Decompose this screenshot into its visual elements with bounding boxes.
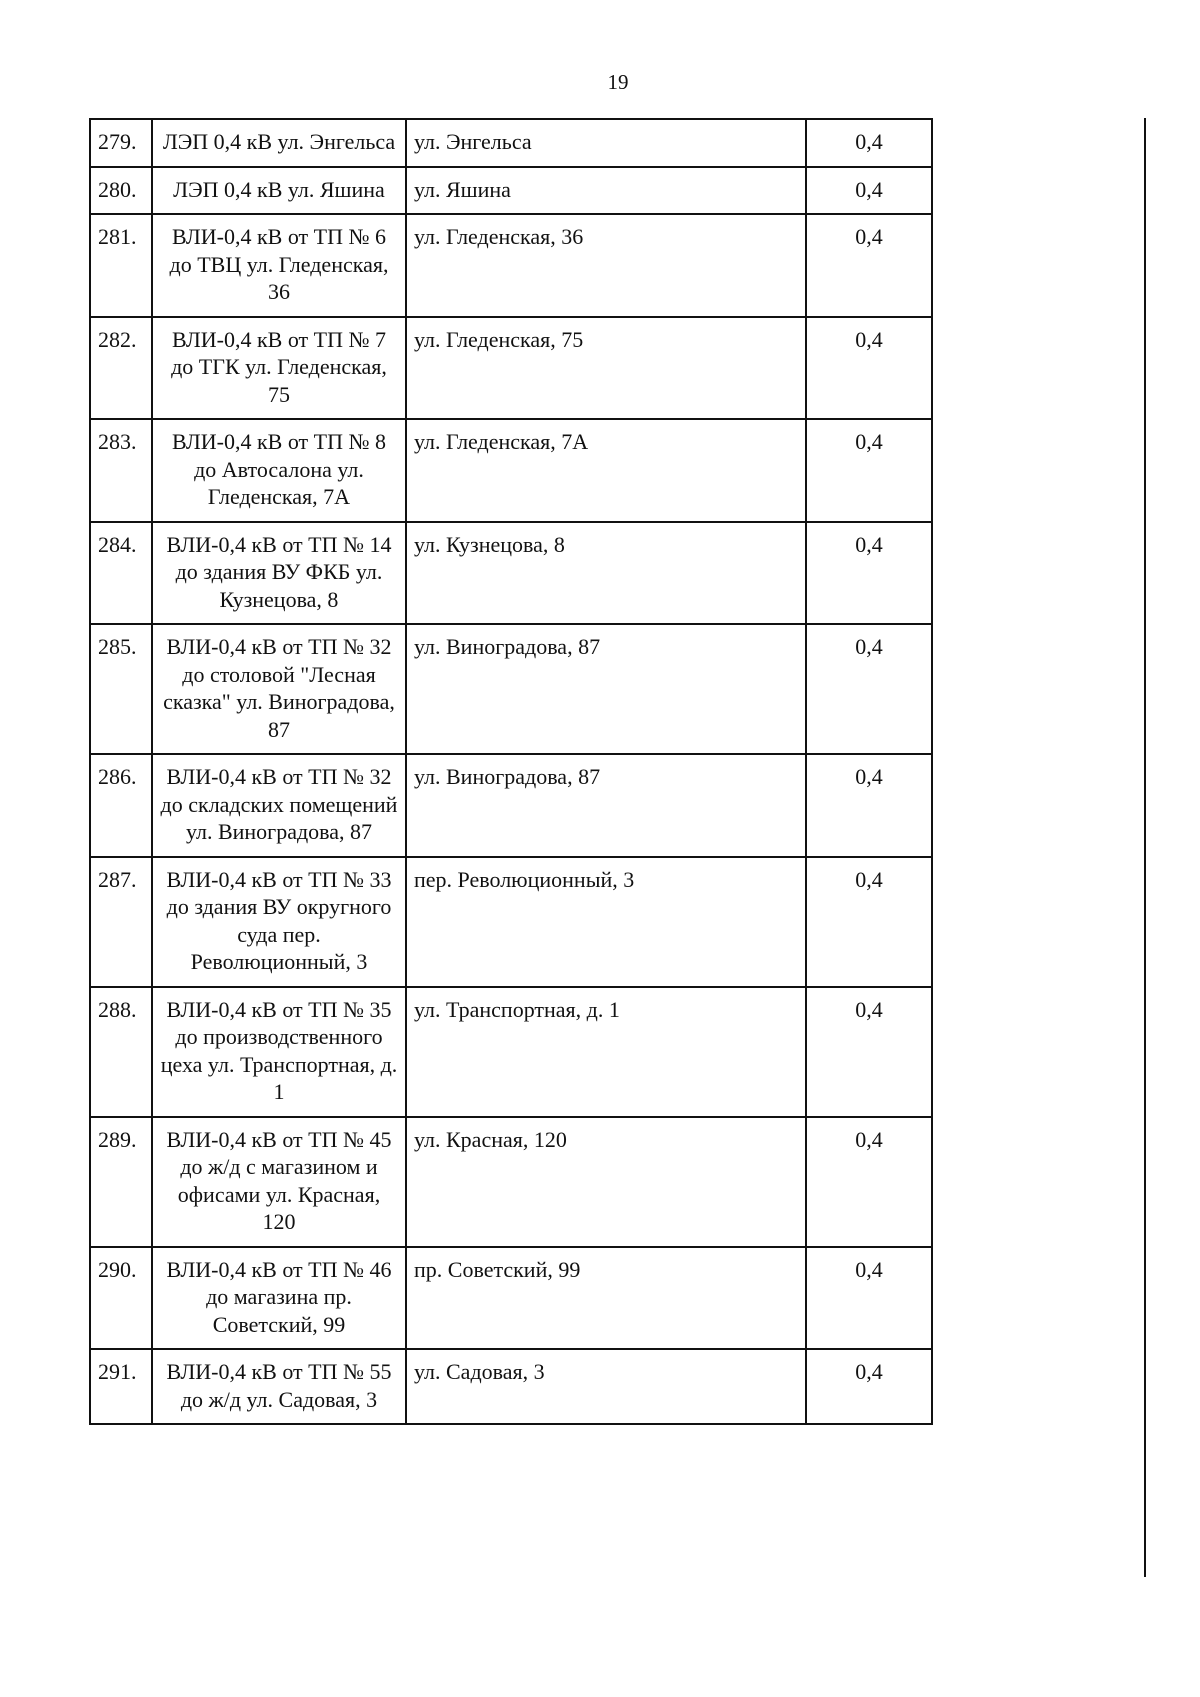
row-number: 289. — [90, 1117, 152, 1247]
voltage-value: 0,4 — [806, 119, 932, 167]
object-address: пр. Советский, 99 — [406, 1247, 806, 1350]
table-row — [90, 119, 932, 167]
row-number: 290. — [90, 1247, 152, 1350]
voltage-value: 0,4 — [806, 1247, 932, 1350]
table-row — [90, 987, 932, 1117]
object-address: ул. Гледенская, 36 — [406, 214, 806, 317]
object-name: ВЛИ-0,4 кВ от ТП № 35 до производственного цеха ул. Транспортная, д. 1 — [152, 987, 406, 1117]
table-row — [90, 1349, 932, 1424]
object-name: ВЛИ-0,4 кВ от ТП № 33 до здания ВУ округного суда пер. Революционный, 3 — [152, 857, 406, 987]
object-name: ВЛИ-0,4 кВ от ТП № 45 до ж/д с магазином и офисами ул. Красная, 120 — [152, 1117, 406, 1247]
table-row — [90, 419, 932, 522]
row-number: 279. — [90, 119, 152, 167]
table-row — [90, 214, 932, 317]
table-row — [90, 624, 932, 754]
voltage-value: 0,4 — [806, 754, 932, 857]
power-lines-table — [89, 118, 933, 1425]
voltage-value: 0,4 — [806, 317, 932, 420]
voltage-value: 0,4 — [806, 167, 932, 215]
object-name: ВЛИ-0,4 кВ от ТП № 7 до ТГК ул. Гледенская, 75 — [152, 317, 406, 420]
page-number: 19 — [607, 70, 629, 94]
object-address: ул. Кузнецова, 8 — [406, 522, 806, 625]
table-row — [90, 317, 932, 420]
row-number: 286. — [90, 754, 152, 857]
row-number: 281. — [90, 214, 152, 317]
row-number: 287. — [90, 857, 152, 987]
object-address: ул. Гледенская, 75 — [406, 317, 806, 420]
object-address: ул. Садовая, 3 — [406, 1349, 806, 1424]
voltage-value: 0,4 — [806, 1349, 932, 1424]
table-row — [90, 857, 932, 987]
voltage-value: 0,4 — [806, 987, 932, 1117]
object-name: ВЛИ-0,4 кВ от ТП № 14 до здания ВУ ФКБ ул. Кузнецова, 8 — [152, 522, 406, 625]
row-number: 282. — [90, 317, 152, 420]
row-number: 288. — [90, 987, 152, 1117]
object-address: ул. Транспортная, д. 1 — [406, 987, 806, 1117]
object-name: ЛЭП 0,4 кВ ул. Энгельса — [152, 119, 406, 167]
object-address: ул. Яшина — [406, 167, 806, 215]
row-number: 280. — [90, 167, 152, 215]
object-name: ВЛИ-0,4 кВ от ТП № 8 до Автосалона ул. Гледенская, 7А — [152, 419, 406, 522]
table-row — [90, 167, 932, 215]
object-address: ул. Красная, 120 — [406, 1117, 806, 1247]
object-address: ул. Виноградова, 87 — [406, 624, 806, 754]
object-address: пер. Революционный, 3 — [406, 857, 806, 987]
object-address: ул. Виноградова, 87 — [406, 754, 806, 857]
row-number: 283. — [90, 419, 152, 522]
object-name: ВЛИ-0,4 кВ от ТП № 46 до магазина пр. Советский, 99 — [152, 1247, 406, 1350]
table-row — [90, 1117, 932, 1247]
object-name: ВЛИ-0,4 кВ от ТП № 32 до складских помещений ул. Виноградова, 87 — [152, 754, 406, 857]
voltage-value: 0,4 — [806, 419, 932, 522]
object-name: ВЛИ-0,4 кВ от ТП № 6 до ТВЦ ул. Гледенская, 36 — [152, 214, 406, 317]
page-margin-rule — [1144, 118, 1146, 1577]
object-address: ул. Гледенская, 7А — [406, 419, 806, 522]
object-address: ул. Энгельса — [406, 119, 806, 167]
object-name: ВЛИ-0,4 кВ от ТП № 55 до ж/д ул. Садовая, 3 — [152, 1349, 406, 1424]
row-number: 284. — [90, 522, 152, 625]
object-name: ВЛИ-0,4 кВ от ТП № 32 до столовой "Лесная сказка" ул. Виноградова, 87 — [152, 624, 406, 754]
object-name: ЛЭП 0,4 кВ ул. Яшина — [152, 167, 406, 215]
table-row — [90, 1247, 932, 1350]
voltage-value: 0,4 — [806, 857, 932, 987]
table-row — [90, 754, 932, 857]
voltage-value: 0,4 — [806, 624, 932, 754]
voltage-value: 0,4 — [806, 1117, 932, 1247]
table-row — [90, 522, 932, 625]
voltage-value: 0,4 — [806, 522, 932, 625]
row-number: 291. — [90, 1349, 152, 1424]
row-number: 285. — [90, 624, 152, 754]
voltage-value: 0,4 — [806, 214, 932, 317]
